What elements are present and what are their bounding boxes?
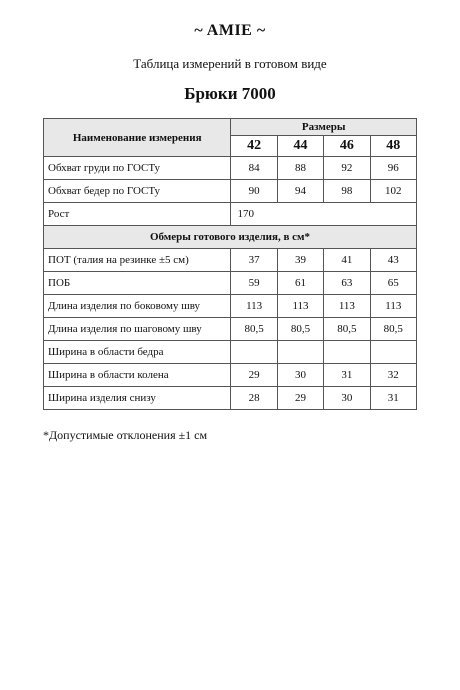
- row-label: Ширина в области бедра: [44, 341, 231, 364]
- size-header-cell: 42: [231, 136, 277, 157]
- table-cell: 28: [231, 387, 277, 410]
- table-cell: 63: [324, 272, 370, 295]
- table-cell: 102: [370, 180, 416, 203]
- table-cell: 80,5: [231, 318, 277, 341]
- table-cell: 98: [324, 180, 370, 203]
- table-cell: 80,5: [370, 318, 416, 341]
- table-cell: 43: [370, 249, 416, 272]
- table-cell: 80,5: [324, 318, 370, 341]
- table-cell: 31: [324, 364, 370, 387]
- table-row: [44, 180, 417, 203]
- size-header-cell: 46: [324, 136, 370, 157]
- row-label: Длина изделия по боковому шву: [44, 295, 231, 318]
- table-cell: 113: [231, 295, 277, 318]
- row-label: Обхват бедер по ГОСТу: [44, 180, 231, 203]
- table-row: [44, 318, 417, 341]
- table-cell: [277, 341, 323, 364]
- tolerance-note: *Допустимые отклонения ±1 см: [43, 428, 208, 442]
- table-cell: 32: [370, 364, 416, 387]
- table-cell: 29: [231, 364, 277, 387]
- table-cell: 84: [231, 157, 277, 180]
- table-row: [44, 364, 417, 387]
- size-header-cell: 48: [370, 136, 416, 157]
- table-cell: 90: [231, 180, 277, 203]
- table-cell: [231, 341, 277, 364]
- table-cell: 65: [370, 272, 416, 295]
- height-value-cell: 170: [231, 203, 417, 226]
- product-title: Брюки 7000: [184, 84, 276, 103]
- table-cell: 94: [277, 180, 323, 203]
- table-cell: 37: [231, 249, 277, 272]
- table-cell: 88: [277, 157, 323, 180]
- table-cell: 41: [324, 249, 370, 272]
- table-cell: 92: [324, 157, 370, 180]
- table-cell: 31: [370, 387, 416, 410]
- brand-title: ~ AMIE ~: [194, 22, 266, 39]
- table-row: [44, 157, 417, 180]
- document-subtitle: Таблица измерений в готовом виде: [133, 56, 327, 71]
- table-row: [44, 249, 417, 272]
- table-row: [44, 272, 417, 295]
- table-cell: 39: [277, 249, 323, 272]
- table-cell: 29: [277, 387, 323, 410]
- size-header-cell: 44: [277, 136, 323, 157]
- table-cell: 59: [231, 272, 277, 295]
- size-table: [43, 118, 417, 410]
- row-label: ПОБ: [44, 272, 231, 295]
- table-cell: 113: [277, 295, 323, 318]
- table-header-name: Наименование измерения: [44, 119, 231, 157]
- row-label: Обхват груди по ГОСТу: [44, 157, 231, 180]
- table-cell: [324, 341, 370, 364]
- row-label: ПОТ (талия на резинке ±5 см): [44, 249, 231, 272]
- table-row: [44, 387, 417, 410]
- row-label: Длина изделия по шаговому шву: [44, 318, 231, 341]
- row-label: Ширина изделия снизу: [44, 387, 231, 410]
- table-cell: 30: [324, 387, 370, 410]
- row-label: Ширина в области колена: [44, 364, 231, 387]
- table-cell: 96: [370, 157, 416, 180]
- table-cell: 113: [324, 295, 370, 318]
- table-cell: [370, 341, 416, 364]
- row-label: Рост: [44, 203, 231, 226]
- table-cell: 80,5: [277, 318, 323, 341]
- table-cell: 61: [277, 272, 323, 295]
- table-header-sizes: Размеры: [231, 119, 417, 136]
- section-header: Обмеры готового изделия, в см*: [44, 226, 417, 249]
- table-cell: 30: [277, 364, 323, 387]
- table-row: [44, 341, 417, 364]
- table-row: [44, 295, 417, 318]
- table-cell: 113: [370, 295, 416, 318]
- table-row: [44, 203, 417, 226]
